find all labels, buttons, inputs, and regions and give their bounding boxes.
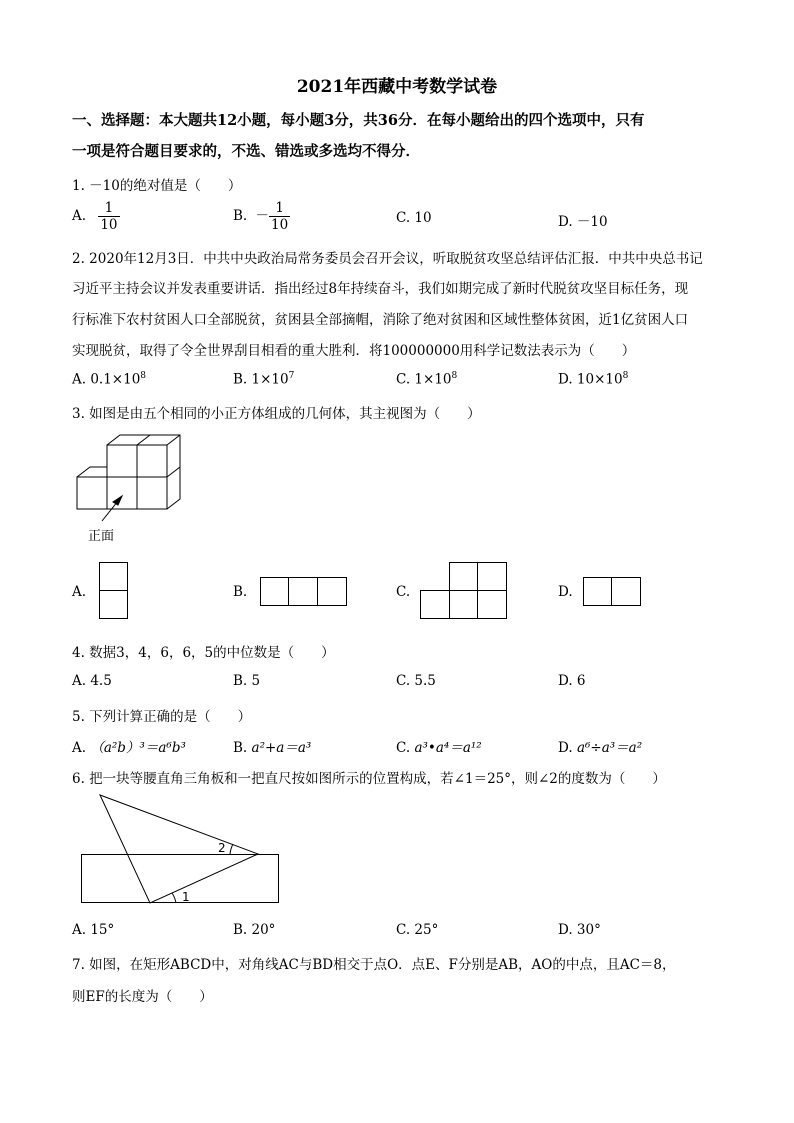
- q3-option-a-figure: [99, 562, 129, 620]
- q2-option-c: C. $1\times 10^8$: [396, 371, 458, 388]
- q6-stem: 6. 把一块等腰直角三角板和一把直尺按如图所示的位置构成，若∠1＝25°，则∠2的度数为（ ）: [72, 771, 666, 787]
- q6-angle2-label: 2: [218, 841, 226, 855]
- q6-option-c: C. 25°: [396, 922, 439, 938]
- q5-option-b: B. a²+a＝a³: [233, 740, 312, 756]
- q1-option-b: B. － $\frac{1}{10}$: [233, 200, 289, 233]
- q1-option-d: D. －10: [558, 214, 608, 230]
- q2-line1: 2. 2020年12月3日．中共中央政治局常务委员会召开会议，听取脱贫攻坚总结评估汇报．中共中央总书记: [72, 251, 703, 267]
- q2-line2: 习近平主持会议并发表重要讲话．指出经过8年持续奋斗，我们如期完成了新时代脱贫攻坚目标任务，现: [72, 281, 689, 297]
- q6-option-b: B. 20°: [233, 922, 276, 938]
- q5-option-c: C. a³•a⁴＝a¹²: [396, 740, 482, 756]
- q6-ruler: [82, 855, 279, 903]
- q2-option-b: B. $1\times 10^7$: [233, 371, 295, 388]
- q4-option-c: C. 5.5: [396, 673, 436, 689]
- q5-stem: 5. 下列计算正确的是（ ）: [72, 709, 252, 725]
- q3-option-d-figure: [583, 577, 643, 607]
- q4-option-a: A. 4.5: [72, 673, 112, 689]
- q3-option-c-label: C.: [396, 584, 411, 600]
- q6-angle1-label: 1: [182, 890, 190, 904]
- section-heading-line1: 一、选择题：本大题共12小题，每小题3分，共36分．在每小题给出的四个选项中，只有: [72, 112, 645, 129]
- q7-line1: 7. 如图，在矩形ABCD中，对角线AC与BD相交于点O．点E、F分别是AB，AO的中点，且AC＝8，: [72, 957, 676, 973]
- q3-option-a-label: A.: [72, 584, 87, 600]
- q7-line2: 则EF的长度为（ ）: [72, 989, 213, 1005]
- q2-option-d: D. $10\times 10^8$: [558, 371, 629, 388]
- q4-option-b: B. 5: [233, 673, 261, 689]
- q4-option-d: D. 6: [558, 673, 586, 689]
- q1-stem: 1. －10的绝对值是（ ）: [72, 178, 242, 194]
- q3-option-b-label: B.: [233, 584, 248, 600]
- q1-option-c: C. 10: [396, 210, 432, 226]
- page-title: 2021年西藏中考数学试卷: [296, 77, 498, 97]
- q6-option-a: A. 15°: [72, 922, 115, 938]
- section-heading-line2: 一项是符合题目要求的，不选、错选或多选均不得分．: [72, 143, 420, 160]
- q3-option-b-figure: [260, 577, 348, 607]
- q3-option-c-figure: [420, 562, 508, 620]
- q3-front-label: 正面: [88, 529, 115, 544]
- q3-solid-figure: [70, 430, 190, 545]
- q5-option-a: A. （a²b）³＝a⁶b³: [72, 740, 186, 756]
- q6-option-d: D. 30°: [558, 922, 601, 938]
- q1-option-a: A. $\frac{1}{10}$: [72, 200, 118, 233]
- q6-triangle-ruler-figure: [78, 793, 283, 905]
- q3-stem: 3. 如图是由五个相同的小正方体组成的几何体，其主视图为（ ）: [72, 406, 481, 422]
- q5-option-d: D. a⁶÷a³＝a²: [558, 740, 643, 756]
- q6-triangle: [100, 795, 258, 903]
- q2-option-a: A. $0.1\times 10^8$: [72, 371, 147, 388]
- q3-option-d-label: D.: [558, 584, 573, 600]
- q4-stem: 4. 数据3，4，6，6，5的中位数是（ ）: [72, 645, 335, 661]
- q2-line4: 实现脱贫，取得了令全世界刮目相看的重大胜利．将100000000用科学记数法表示为（ ）: [72, 343, 636, 359]
- q2-line3: 行标准下农村贫困人口全部脱贫，贫困县全部摘帽，消除了绝对贫困和区域性整体贫困，近1亿贫困人口: [72, 312, 689, 328]
